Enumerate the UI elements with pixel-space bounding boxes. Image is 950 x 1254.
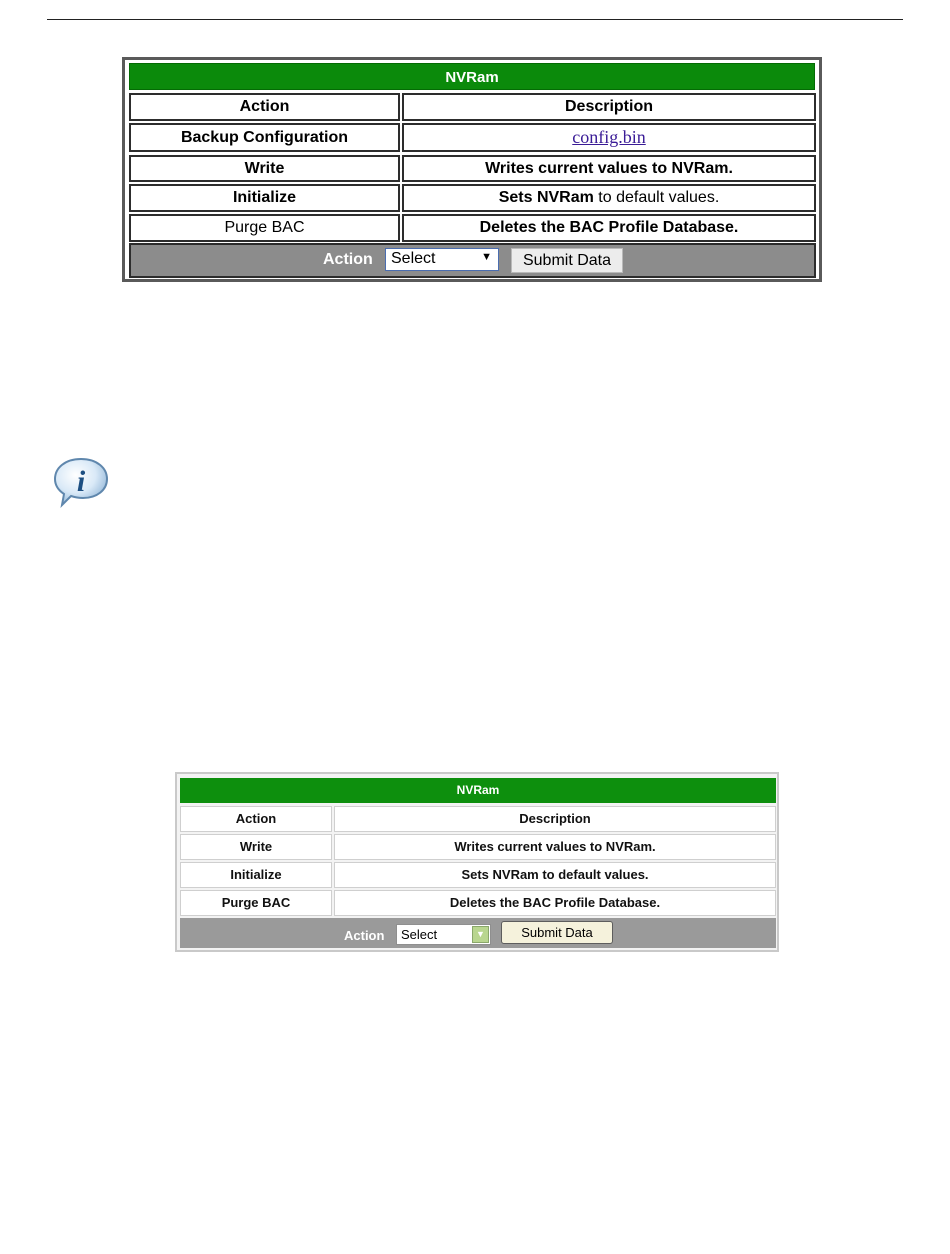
row-write-description: Writes current values to NVRam. [334, 834, 776, 860]
row-purge-bac-description: Deletes the BAC Profile Database. [334, 890, 776, 916]
dropdown-arrow-icon: ▼ [481, 251, 492, 263]
row-purge-bac-description: Deletes the BAC Profile Database. [402, 214, 816, 242]
row-backup-configuration-description [402, 123, 816, 152]
row-initialize-description: Sets NVRam to default values. [334, 862, 776, 888]
action-select-value: Select [401, 927, 438, 942]
dropdown-arrow-icon: ▼ [472, 926, 489, 943]
action-select-value: Select [391, 250, 436, 267]
row-purge-bac-action: Purge BAC [129, 214, 400, 242]
submit-data-button[interactable]: Submit Data [501, 921, 613, 944]
action-footer [129, 243, 816, 278]
top-rule [47, 19, 903, 20]
row-initialize-action: Initialize [180, 862, 332, 888]
submit-data-button[interactable]: Submit Data [511, 248, 623, 273]
row-initialize-action: Initialize [129, 184, 400, 212]
panel-title: NVRam [129, 63, 815, 90]
description-rest: to default values. [593, 189, 720, 206]
column-header-description: Description [402, 93, 816, 121]
column-header-description: Description [334, 806, 776, 832]
nvram-panel-bottom [175, 772, 779, 952]
action-label: Action [344, 928, 385, 943]
row-write-action: Write [180, 834, 332, 860]
column-header-action: Action [129, 93, 400, 121]
row-write-action: Write [129, 155, 400, 182]
action-select[interactable] [396, 924, 491, 945]
svg-text:i: i [76, 465, 86, 498]
config-bin-link[interactable]: config.bin [572, 127, 646, 147]
action-select[interactable] [385, 248, 499, 271]
column-header-action: Action [180, 806, 332, 832]
action-label: Action [323, 251, 373, 268]
info-icon [52, 456, 110, 508]
row-backup-configuration-action: Backup Configuration [129, 123, 400, 152]
row-purge-bac-action: Purge BAC [180, 890, 332, 916]
action-footer [180, 918, 776, 948]
panel-title: NVRam [180, 778, 776, 803]
row-initialize-description [402, 184, 816, 212]
row-write-description: Writes current values to NVRam. [402, 155, 816, 182]
description-bold-part: Sets NVRam [498, 189, 594, 206]
nvram-panel-top [122, 57, 822, 282]
